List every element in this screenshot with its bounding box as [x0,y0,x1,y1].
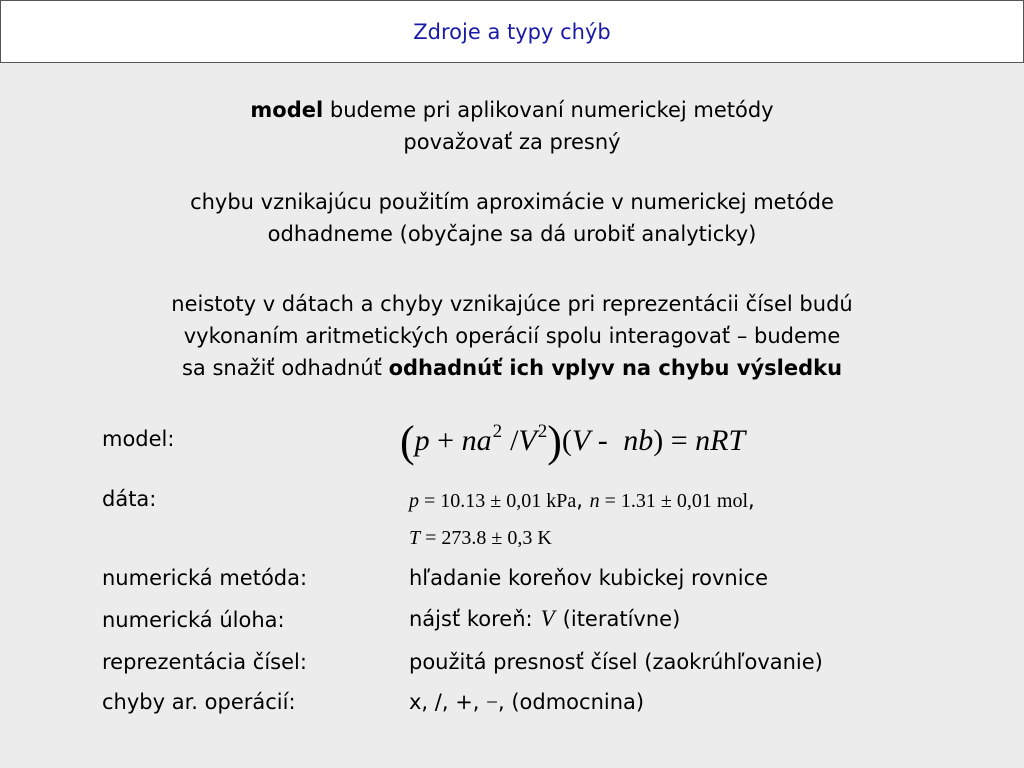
intro-text: budeme pri aplikovaní numerickej metódy [323,98,774,122]
ops-minus: − [486,690,498,714]
eq-minus: - [597,424,608,457]
eq-nb: nb [623,424,654,457]
eq-V: V [518,424,537,457]
ops-text: , (odmocnina) [498,690,645,714]
intro-line [0,94,1024,126]
eq-p: p [414,424,430,457]
eq-exp: 2 [492,421,503,442]
method-value: hľadanie koreňov kubickej rovnice [409,566,769,590]
ops-label: chyby ar. operácií: [102,690,296,714]
data-label: dáta: [102,487,157,511]
intro-paragraph-approx [0,186,1024,250]
intro-paragraph-uncertainty [0,288,1024,384]
task-text: nájsť koreň: [409,607,533,631]
eq-paren-open: ( [561,424,572,457]
task-value [409,606,680,632]
eq-slash: / [510,424,519,457]
eq-nRT: nRT [695,424,746,457]
task-text: (iteratívne) [562,607,681,631]
data-values-line1 [409,488,755,513]
eq-exp: 2 [537,421,548,442]
model-keyword: model [250,98,324,122]
data-separator: , [576,488,590,512]
p-value: = 10.13 ± 0,01 kPa [419,490,577,512]
p-symbol: p [409,490,419,512]
eq-right-paren: ) [547,417,562,466]
task-label: numerická úloha: [102,608,285,632]
ops-text: x, /, +, [409,690,487,714]
ops-value [409,690,644,715]
intro-line: odhadneme (obyčajne sa dá urobiť analyticky) [267,222,757,246]
eq-V2: V [571,424,591,457]
intro-line [0,352,1024,384]
eq-left-paren: ( [400,417,415,466]
n-value: = 1.31 ± 0,01 mol [599,490,748,512]
intro-paragraph-model [0,94,1024,158]
eq-paren-close: ) [653,424,664,457]
n-symbol: n [589,490,600,512]
slide-title: Zdroje a typy chýb [413,19,611,44]
method-label: numerická metóda: [102,566,308,590]
intro-emphasis: odhadnúť ich vplyv na chybu výsledku [388,356,843,380]
repr-value: použitá presnosť čísel (zaokrúhľovanie) [409,650,823,674]
task-variable: V [540,606,555,631]
eq-plus: + [437,424,455,457]
repr-label: reprezentácia čísel: [102,650,307,674]
eq-equals: = [670,424,688,457]
data-separator: , [748,488,755,512]
eq-na: na [461,424,492,457]
intro-line: považovať za presný [403,130,621,154]
intro-line: chybu vznikajúcu použitím aproximácie v numerickej metóde [190,190,834,214]
intro-text: sa snažiť odhadnúť [181,356,389,380]
T-value: = 273.8 ± 0,3 K [420,527,552,549]
intro-line: vykonaním aritmetických operácií spolu interagovať – budeme [183,324,841,348]
intro-line: neistoty v dátach a chyby vznikajúce pri reprezentácii čísel budú [171,292,853,316]
model-label: model: [102,427,175,451]
data-values-line2 [409,527,552,550]
slide-header [0,0,1024,63]
T-symbol: T [409,527,421,549]
model-equation [400,416,745,467]
